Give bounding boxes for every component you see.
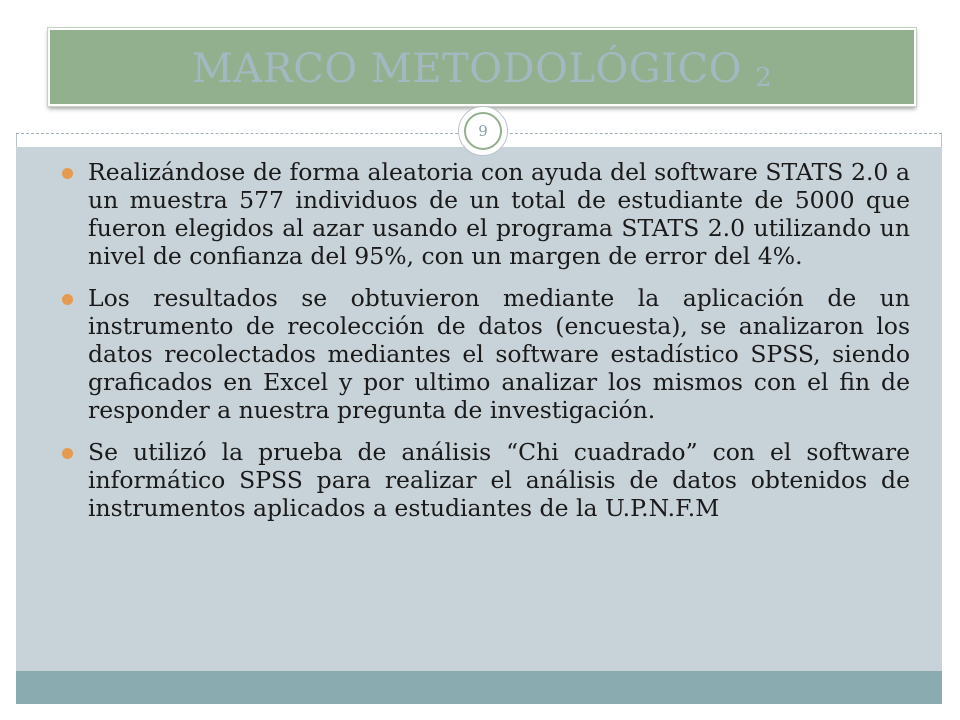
bullet-list — [60, 158, 910, 536]
slide-title — [50, 46, 914, 101]
footer-band — [16, 671, 942, 704]
bullet-text: Realizándose de forma aleatoria con ayuda del software STATS 2.0 a un muestra 577 individuos de un total de estudiante de 5000 que fueron elegidos al azar usando el programa STATS 2.0 utilizando un nivel de confianza del 95%, con un margen de error del 4%. — [88, 158, 910, 270]
slide-title-text: MARCO METODOLÓGICO — [191, 46, 742, 92]
bullet-icon — [62, 448, 73, 459]
slide-title-suffix: 2 — [755, 63, 773, 93]
bullet-text: Los resultados se obtuvieron mediante la aplicación de un instrumento de recolección de datos (encuesta), se analizaron los datos recolectados mediantes el software estadístico SPSS, siendo graficados en Excel y por ultimo analizar los mismos con el fin de responder a nuestra pregunta de investigación. — [88, 284, 910, 424]
page-number: 9 — [464, 112, 502, 150]
bullet-item — [60, 438, 910, 522]
bullet-text: Se utilizó la prueba de análisis “Chi cuadrado” con el software informático SPSS para realizar el análisis de datos obtenidos de instrumentos aplicados a estudiantes de la U.P.N.F.M — [88, 438, 910, 522]
bullet-icon — [62, 294, 73, 305]
bullet-item — [60, 158, 910, 270]
bullet-item — [60, 284, 910, 424]
title-banner — [48, 28, 916, 106]
bullet-icon — [62, 168, 73, 179]
page-number-badge — [458, 106, 508, 156]
